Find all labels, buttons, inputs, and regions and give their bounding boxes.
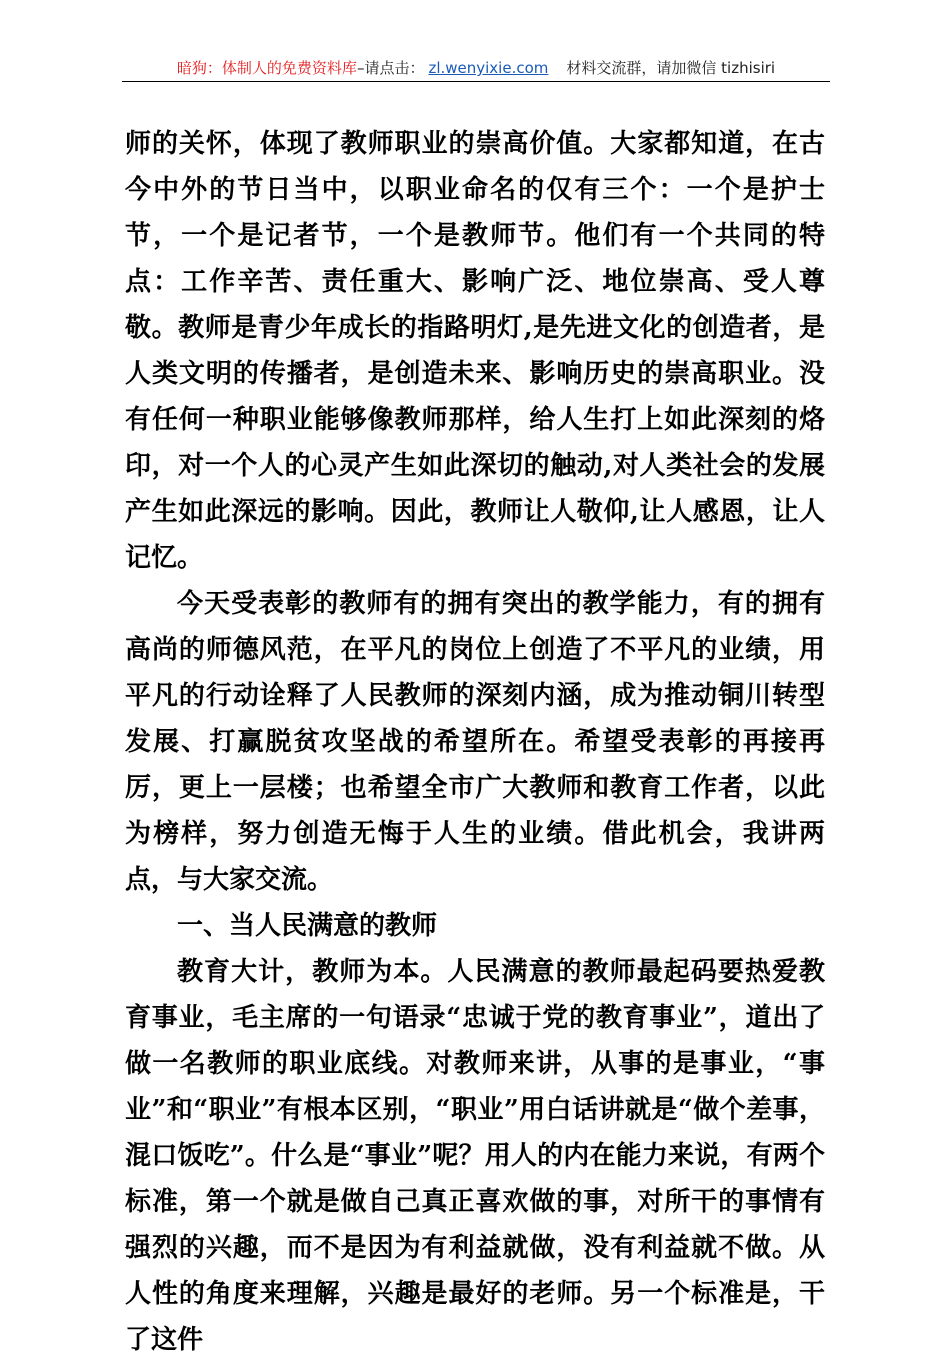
header-separator: –请点击：	[356, 59, 425, 77]
header-link[interactable]: zl.wenyixie.com	[428, 59, 549, 77]
header-contact: 材料交流群，请加微信 tizhisiri	[566, 59, 776, 77]
header-brand: 暗狗：体制人的免费资料库	[176, 59, 357, 77]
paragraph: 教育大计，教师为本。人民满意的教师最起码要热爱教育事业，毛主席的一句语录“忠诚于党的教育事业”，道出了做一名教师的职业底线。对教师来讲，从事的是事业，“事业”和“职业”有根本区别，“职业”用白话讲就是“做个差事，混口饭吃”。什么是“事业”呢？用人的内在能力来说，有两个标准，第一个就是做自己真正喜欢做的事，对所干的事情有强烈的兴趣，而不是因为有利益就做，没有利益就不做。从人性的角度来理解，兴趣是最好的老师。另一个标准是，干了这件	[125, 957, 825, 1355]
paragraph: 今天受表彰的教师有的拥有突出的教学能力，有的拥有高尚的师德风范，在平凡的岗位上创造了不平凡的业绩，用平凡的行动诠释了人民教师的深刻内涵，成为推动铜川转型发展、打赢脱贫攻坚战的希望所在。希望受表彰的再接再厉，更上一层楼；也希望全市广大教师和教育工作者，以此为榜样，努力创造无悔于人生的业绩。借此机会，我讲两点，与大家交流。	[125, 589, 825, 895]
paragraph-continued: 师的关怀，体现了教师职业的崇高价值。大家都知道，在古今中外的节日当中，以职业命名的仅有三个：一个是护士节，一个是记者节，一个是教师节。他们有一个共同的特点：工作辛苦、责任重大、影响广泛、地位崇高、受人尊敬。教师是青少年成长的指路明灯,是先进文化的创造者，是人类文明的传播者，是创造未来、影响历史的崇高职业。没有任何一种职业能够像教师那样，给人生打上如此深刻的烙印，对一个人的心灵产生如此深切的触动,对人类社会的发展产生如此深远的影响。因此，教师让人敬仰,让人感恩，让人记忆。	[125, 129, 825, 573]
page-header	[122, 57, 830, 82]
section-heading: 一、当人民满意的教师	[177, 911, 438, 941]
document-body	[125, 121, 825, 1363]
